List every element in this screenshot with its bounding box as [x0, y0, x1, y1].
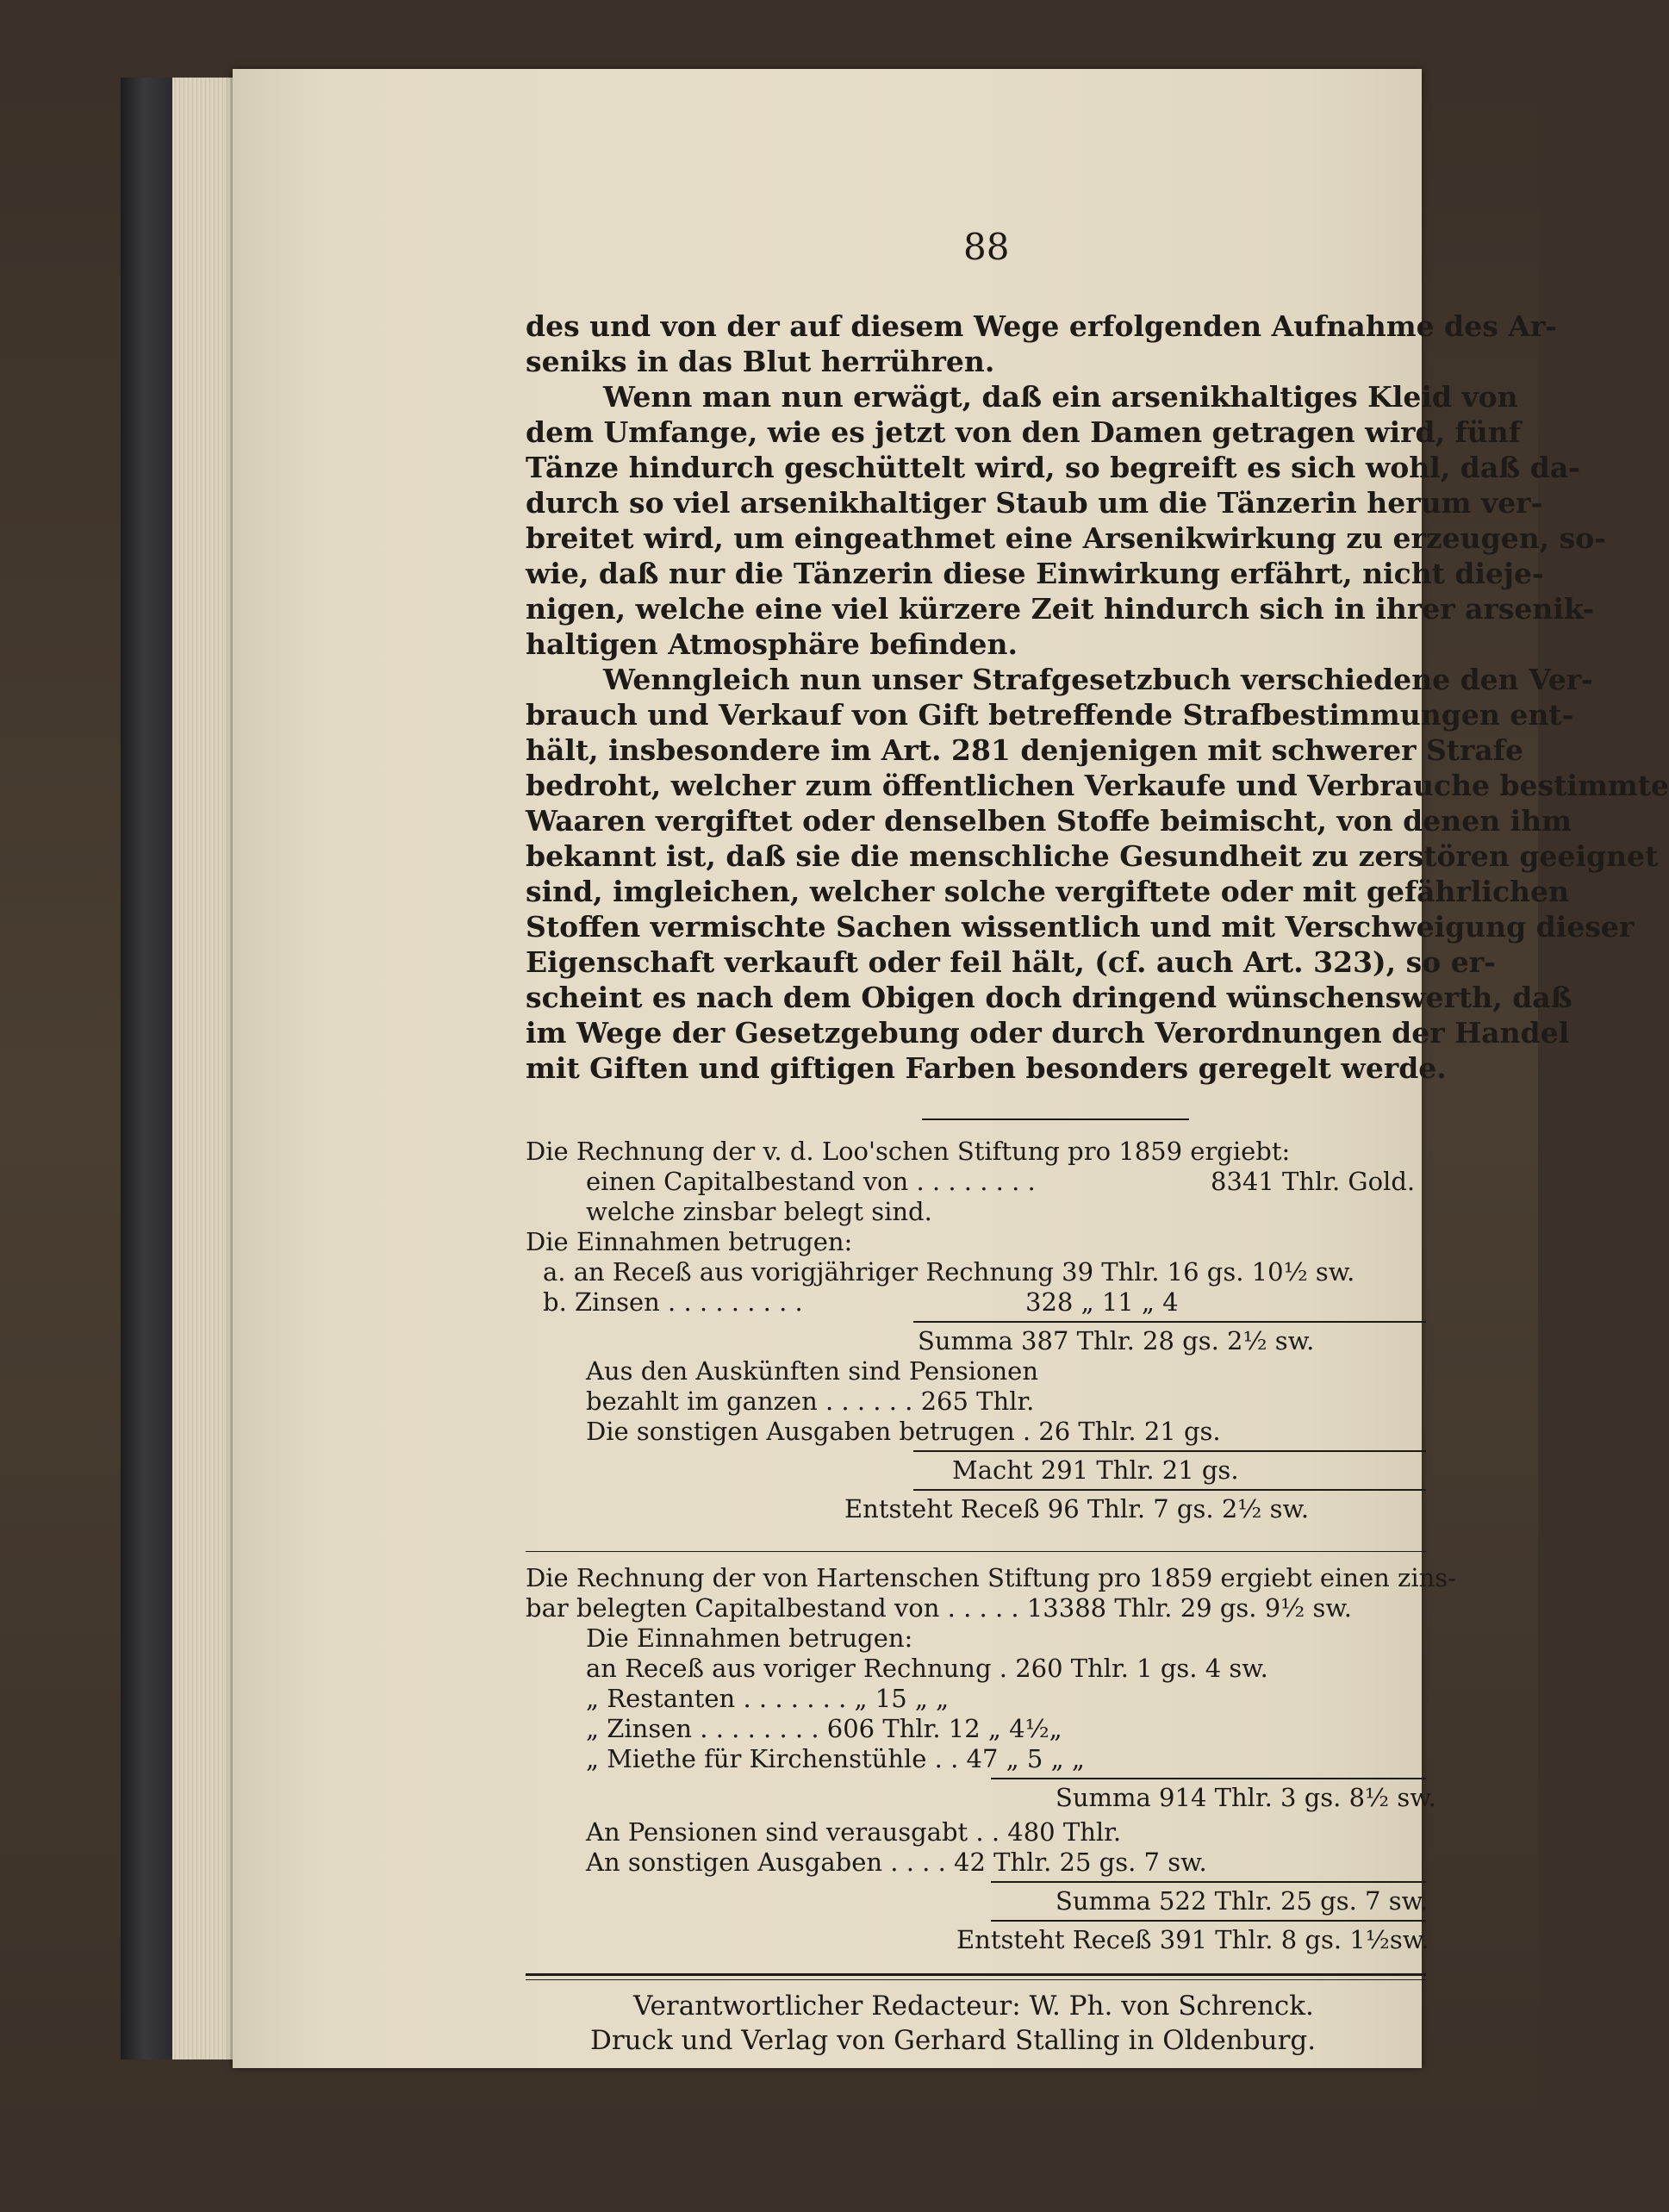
- ledger2-balance-rule: [991, 1920, 1426, 1922]
- imprint-rule-thick: [526, 1973, 1426, 1976]
- text-line: des und von der auf diesem Wege erfolgenden Aufnahme des Ar-: [526, 309, 1557, 343]
- text-line: im Wege der Gesetzgebung oder durch Verordnungen der Handel: [526, 1016, 1570, 1050]
- text-line: sind, imgleichen, welcher solche vergiftete oder mit gefährlichen: [526, 875, 1570, 908]
- ledger1-income-a: a. an Receß aus vorigjähriger Rechnung 39 Thlr. 16 gs. 10½ sw.: [543, 1257, 1355, 1287]
- section-divider: [526, 1551, 1426, 1552]
- ledger2-balance: Entsteht Receß 391 Thlr. 8 gs. 1½sw.: [956, 1925, 1429, 1954]
- ledger2-row: an Receß aus voriger Rechnung . 260 Thlr. 1 gs. 4 sw.: [586, 1654, 1268, 1683]
- ledger2-pensions: An Pensionen sind verausgabt . . 480 Thlr.: [586, 1817, 1122, 1847]
- paragraph-continuation: [526, 308, 1557, 379]
- text-line: wie, daß nur die Tänzerin diese Einwirkung erfährt, nicht dieje-: [526, 557, 1544, 590]
- ledger1-sum: Summa 387 Thlr. 28 gs. 2½ sw.: [918, 1326, 1315, 1355]
- section-divider: [922, 1118, 1189, 1120]
- text-line: scheint es nach dem Obigen doch dringend wünschenswerth, daß: [526, 981, 1572, 1014]
- ledger1-capital-value: 8341 Thlr. Gold.: [1211, 1167, 1416, 1196]
- ledger1-balance-rule: [913, 1489, 1426, 1491]
- text-line: haltigen Atmosphäre befinden.: [526, 627, 1018, 661]
- ledger2-income-rule: [991, 1778, 1426, 1779]
- paragraph-penal-code: [526, 662, 1669, 1086]
- text-line: seniks in das Blut herrühren.: [526, 345, 995, 378]
- ledger2-income-heading: Die Einnahmen betrugen:: [586, 1623, 913, 1653]
- page-number: 88: [963, 226, 1010, 268]
- text-line: mit Giften und giftigen Farben besonders geregelt werde.: [526, 1051, 1447, 1085]
- text-line: Tänze hindurch geschüttelt wird, so begreift es sich wohl, daß da-: [526, 451, 1580, 484]
- ledger1-expenses-rule: [913, 1450, 1426, 1452]
- text-line: dem Umfange, wie es jetzt von den Damen getragen wird, fünf: [526, 415, 1521, 449]
- text-line: brauch und Verkauf von Gift betreffende Strafbestimmungen ent-: [526, 698, 1574, 732]
- ledger1-capital-label: einen Capitalbestand von . . . . . . . .: [586, 1167, 1036, 1196]
- ledger1-intro: Die Rechnung der v. d. Loo'schen Stiftung pro 1859 ergiebt:: [526, 1137, 1291, 1166]
- ledger2-expenses-rule: [991, 1881, 1426, 1883]
- ledger1-other-expenses: Die sonstigen Ausgaben betrugen . 26 Thlr. 21 gs.: [586, 1417, 1221, 1446]
- text-line: Stoffen vermischte Sachen wissentlich und mit Verschweigung dieser: [526, 910, 1635, 944]
- paragraph-arsenic-dress: [526, 379, 1606, 662]
- text-line: bekannt ist, daß sie die menschliche Gesundheit zu zerstören geeignet: [526, 839, 1659, 873]
- imprint-publisher: Druck und Verlag von Gerhard Stalling in Oldenburg.: [590, 2025, 1317, 2056]
- ledger1-income-b-label: b. Zinsen . . . . . . . . .: [543, 1287, 803, 1317]
- ledger2-row: „ Miethe für Kirchenstühle . . 47 „ 5 „ „: [586, 1744, 1085, 1773]
- ledger2-sum-expenses: Summa 522 Thlr. 25 gs. 7 sw.: [1056, 1886, 1429, 1916]
- ledger2-intro-line1: Die Rechnung der von Hartenschen Stiftung pro 1859 ergiebt einen zins-: [526, 1563, 1456, 1592]
- ledger1-total-expenses: Macht 291 Thlr. 21 gs.: [952, 1455, 1239, 1485]
- text-line: nigen, welche eine viel kürzere Zeit hindurch sich in ihrer arsenik-: [526, 592, 1595, 626]
- ledger1-pension-line2: bezahlt im ganzen . . . . . . 265 Thlr.: [586, 1386, 1035, 1416]
- text-line: breitet wird, um eingeathmet eine Arsenikwirkung zu erzeugen, so-: [526, 521, 1606, 555]
- ledger1-pension-line1: Aus den Auskünften sind Pensionen: [586, 1356, 1039, 1386]
- ledger2-other: An sonstigen Ausgaben . . . . 42 Thlr. 25 gs. 7 sw.: [586, 1847, 1207, 1877]
- imprint-rule-thin: [526, 1979, 1426, 1980]
- ledger1-sum-rule: [913, 1321, 1426, 1323]
- imprint-editor: Verantwortlicher Redacteur: W. Ph. von Schrenck.: [633, 1991, 1314, 2022]
- text-line: bedroht, welcher zum öffentlichen Verkaufe und Verbrauche bestimmte: [526, 769, 1669, 802]
- ledger1-income-heading: Die Einnahmen betrugen:: [526, 1227, 853, 1256]
- ledger1-income-b-value: 328 „ 11 „ 4: [1025, 1287, 1179, 1317]
- text-line: hält, insbesondere im Art. 281 denjenigen mit schwerer Strafe: [526, 733, 1523, 767]
- text-line: Wenn man nun erwägt, daß ein arsenikhaltiges Kleid von: [603, 380, 1518, 414]
- text-line: Waaren vergiftet oder denselben Stoffe beimischt, von denen ihm: [526, 804, 1572, 838]
- ledger2-sum-income: Summa 914 Thlr. 3 gs. 8½ sw.: [1056, 1783, 1436, 1812]
- ledger2-row: „ Zinsen . . . . . . . . 606 Thlr. 12 „ 4½„: [586, 1714, 1062, 1743]
- text-line: Wenngleich nun unser Strafgesetzbuch verschiedene den Ver-: [603, 663, 1593, 696]
- ledger2-intro-line2: bar belegten Capitalbestand von . . . . . 13388 Thlr. 29 gs. 9½ sw.: [526, 1593, 1352, 1623]
- ledger1-capital-note: welche zinsbar belegt sind.: [586, 1197, 932, 1226]
- ledger1-balance: Entsteht Receß 96 Thlr. 7 gs. 2½ sw.: [844, 1494, 1310, 1523]
- text-line: Eigenschaft verkauft oder feil hält, (cf. auch Art. 323), so er-: [526, 945, 1496, 979]
- ledger2-row: „ Restanten . . . . . . . „ 15 „ „: [586, 1684, 950, 1713]
- text-line: durch so viel arsenikhaltiger Staub um die Tänzerin herum ver-: [526, 486, 1543, 520]
